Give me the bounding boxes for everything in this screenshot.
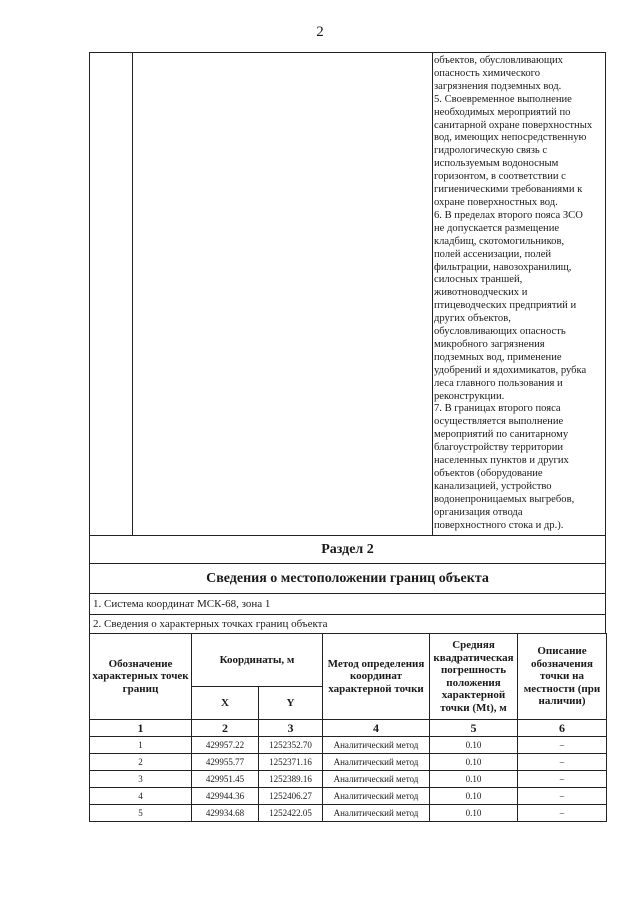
- col-number: 4: [323, 720, 430, 737]
- continuation-line: гигиеническими требованиями к: [434, 184, 583, 196]
- continuation-line: птицеводческих предприятий и: [434, 300, 577, 312]
- col-number: 6: [518, 720, 607, 737]
- col-number: 5: [430, 720, 518, 737]
- continuation-line: животноводческих и: [434, 287, 528, 299]
- continuation-line: 6. В пределах второго пояса ЗСО: [434, 209, 583, 221]
- continuation-line: санитарной охране поверхностных: [434, 119, 593, 131]
- point-x: 429955.77: [192, 754, 259, 771]
- point-y: 1252352.70: [259, 737, 323, 754]
- continuation-line: микробного загрязнения: [434, 338, 545, 350]
- point-y: 1252389.16: [259, 771, 323, 788]
- continuation-line: фильтрации, навозохранилищ,: [434, 261, 572, 273]
- point-description: –: [518, 788, 607, 805]
- continuation-line: охране поверхностных вод.: [434, 196, 558, 208]
- continuation-line: удобрений и ядохимикатов, рубка: [434, 364, 587, 376]
- coordinate-system: 1. Система координат МСК-68, зона 1: [89, 594, 606, 615]
- continuation-line: обусловливающих опасность: [434, 326, 566, 338]
- point-error: 0.10: [430, 788, 518, 805]
- continuation-line: 5. Своевременное выполнение: [434, 93, 572, 105]
- table-row: [90, 754, 607, 771]
- continuation-line: не допускается размещение: [434, 222, 560, 234]
- table-row: [90, 737, 607, 754]
- header-coords: Координаты, м: [192, 634, 323, 687]
- header-description: Описание обозначения точки на местности (при наличии): [518, 634, 607, 720]
- point-error: 0.10: [430, 737, 518, 754]
- point-x: 429957.22: [192, 737, 259, 754]
- continuation-line: кладбищ, скотомогильников,: [434, 235, 565, 247]
- continuation-line: других объектов,: [434, 313, 511, 325]
- point-error: 0.10: [430, 805, 518, 822]
- continuation-line: осуществляется выполнение: [434, 416, 564, 428]
- continuation-col-1: [90, 53, 133, 535]
- point-y: 1252422.05: [259, 805, 323, 822]
- point-y: 1252371.16: [259, 754, 323, 771]
- point-method: Аналитический метод: [323, 805, 430, 822]
- continuation-col-2: [132, 53, 433, 535]
- point-number: 1: [90, 737, 192, 754]
- continuation-line: опасность химического: [434, 67, 541, 79]
- header-x: X: [192, 687, 259, 720]
- continuation-line: мероприятий по санитарному: [434, 429, 569, 441]
- continuation-line: реконструкции.: [434, 390, 505, 402]
- continuation-line: поверхностного стока и др.).: [434, 519, 564, 531]
- point-description: –: [518, 737, 607, 754]
- point-number: 5: [90, 805, 192, 822]
- col-number: 1: [90, 720, 192, 737]
- point-error: 0.10: [430, 754, 518, 771]
- point-method: Аналитический метод: [323, 754, 430, 771]
- header-method: Метод определения координат характерной точки: [323, 634, 430, 720]
- points-caption: 2. Сведения о характерных точках границ объекта: [89, 615, 606, 634]
- continuation-line: вод, имеющих непосредственную: [434, 132, 587, 144]
- point-x: 429934.68: [192, 805, 259, 822]
- continuation-line: загрязнения подземных вод.: [434, 80, 562, 92]
- col-number: 2: [192, 720, 259, 737]
- point-number: 2: [90, 754, 192, 771]
- point-x: 429944.36: [192, 788, 259, 805]
- point-method: Аналитический метод: [323, 771, 430, 788]
- continuation-line: канализацией, устройство: [434, 480, 552, 492]
- continuation-line: благоустройству территории: [434, 442, 564, 454]
- continuation-line: гидрологическую связь с: [434, 145, 548, 157]
- boundary-points-table: [89, 633, 607, 822]
- header-y: Y: [259, 687, 323, 720]
- continuation-line: 7. В границах второго пояса: [434, 403, 561, 415]
- continuation-line: горизонтом, в соответствии с: [434, 171, 566, 183]
- continuation-line: объектов (оборудование: [434, 468, 543, 479]
- continuation-line: организация отвода: [434, 506, 523, 518]
- table-row: [90, 771, 607, 788]
- point-number: 3: [90, 771, 192, 788]
- continuation-line: объектов, обусловливающих: [434, 55, 563, 66]
- section-subtitle: Сведения о местоположении границ объекта: [89, 564, 606, 594]
- point-error: 0.10: [430, 771, 518, 788]
- continuation-line: используемым водоносным: [434, 158, 559, 170]
- continuation-line: леса главного пользования и: [434, 377, 563, 389]
- continuation-line: населенных пунктов и других: [434, 455, 569, 467]
- continuation-line: водонепроницаемых выгребов,: [434, 493, 575, 505]
- point-number: 4: [90, 788, 192, 805]
- continuation-line: силосных траншей,: [434, 274, 523, 286]
- continuation-text: [433, 53, 605, 535]
- continuation-line: полей ассенизации, полей: [434, 248, 552, 260]
- section-title: Раздел 2: [89, 536, 606, 564]
- point-x: 429951.45: [192, 771, 259, 788]
- header-designation: Обозначение характерных точек границ: [90, 634, 192, 720]
- point-method: Аналитический метод: [323, 788, 430, 805]
- col-number: 3: [259, 720, 323, 737]
- table-row: [90, 805, 607, 822]
- point-description: –: [518, 754, 607, 771]
- point-method: Аналитический метод: [323, 737, 430, 754]
- continuation-line: подземных вод, применение: [434, 351, 562, 363]
- header-error: Средняя квадратическая погрешность положения характерной точки (Mt), м: [430, 634, 518, 720]
- point-description: –: [518, 805, 607, 822]
- point-description: –: [518, 771, 607, 788]
- table-row: [90, 788, 607, 805]
- point-y: 1252406.27: [259, 788, 323, 805]
- continuation-line: необходимых мероприятий по: [434, 106, 571, 118]
- page-number: 2: [316, 24, 324, 40]
- continuation-table: [89, 52, 606, 536]
